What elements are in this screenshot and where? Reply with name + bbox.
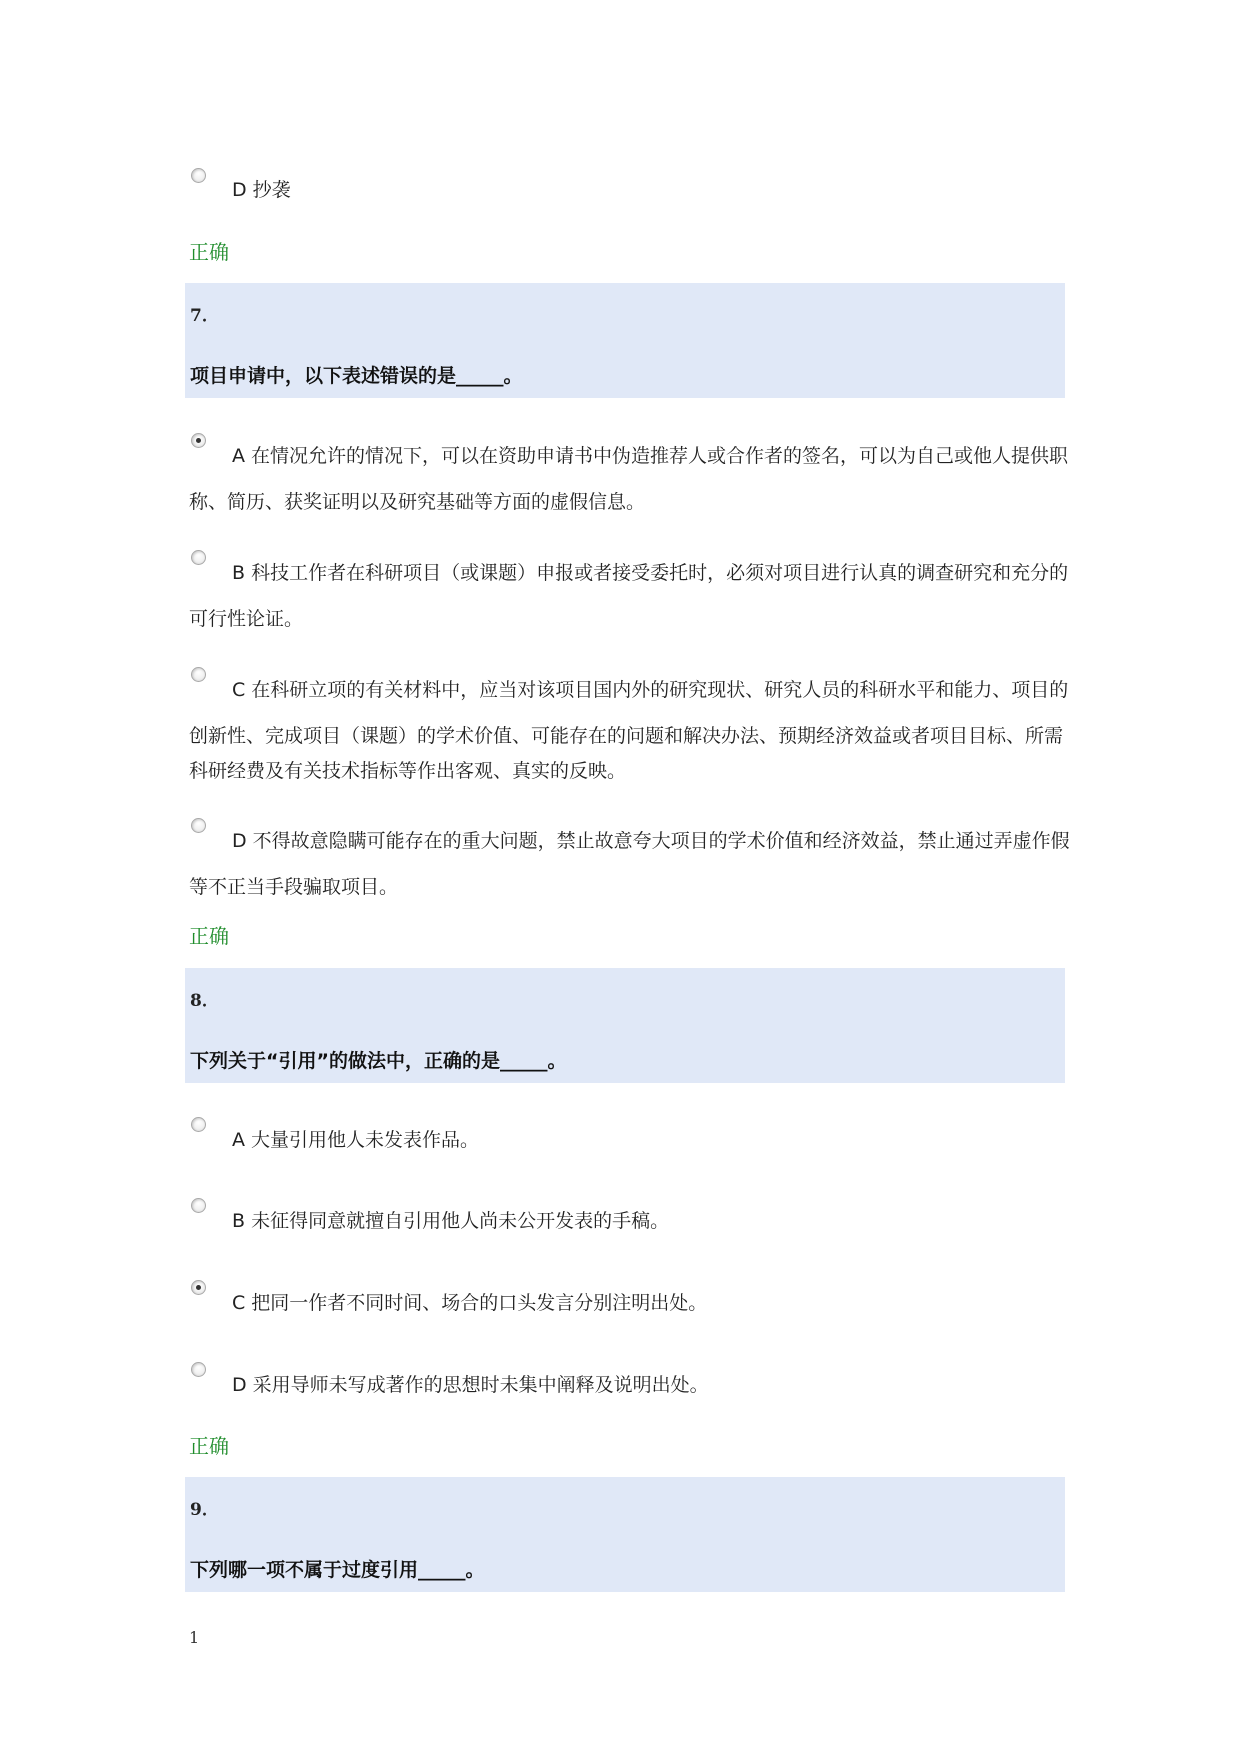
question-8-number: 8． <box>190 991 219 1011</box>
question-9-header <box>185 1477 1065 1592</box>
question-7-text: 项目申请中，以下表述错误的是_____。 <box>190 365 523 387</box>
radio-q7-option-d[interactable] <box>191 818 206 833</box>
q7-option-c-line-2: 创新性、完成项目（课题）的学术价值、可能存在的问题和解决办法、预期经济效益或者项目目标、所需 <box>189 725 1064 747</box>
question-9-number: 9． <box>190 1500 219 1520</box>
page-number: 1 <box>189 1628 200 1647</box>
radio-prev-option-d[interactable] <box>191 168 206 183</box>
question-8-text: 下列关于“引用”的做法中，正确的是_____。 <box>190 1050 567 1072</box>
q7-option-d-line-1: D 不得故意隐瞒可能存在的重大问题，禁止故意夸大项目的学术价值和经济效益，禁止通过弄虚作假 <box>232 830 1070 852</box>
q8-option-b-label: B 未征得同意就擅自引用他人尚未公开发表的手稿。 <box>232 1210 670 1232</box>
q7-option-a-line-1: A 在情况允许的情况下，可以在资助申请书中伪造推荐人或合作者的签名，可以为自己或他人提供职 <box>232 445 1069 467</box>
radio-q8-option-d[interactable] <box>191 1362 206 1377</box>
q7-option-c-line-1: C 在科研立项的有关材料中，应当对该项目国内外的研究现状、研究人员的科研水平和能力、项目的 <box>232 679 1069 701</box>
radio-q7-option-a[interactable] <box>191 433 206 448</box>
prev-option-d-label: D 抄袭 <box>232 179 291 201</box>
radio-q8-option-c[interactable] <box>191 1280 206 1295</box>
q8-option-c-label: C 把同一作者不同时间、场合的口头发言分别注明出处。 <box>232 1292 708 1314</box>
radio-q8-option-a[interactable] <box>191 1117 206 1132</box>
q7-option-c-line-3: 科研经费及有关技术指标等作出客观、真实的反映。 <box>189 760 627 782</box>
radio-q7-option-c[interactable] <box>191 667 206 682</box>
question-9-text: 下列哪一项不属于过度引用_____。 <box>190 1559 485 1581</box>
question-8-result: 正确 <box>189 1434 229 1458</box>
question-8-header <box>185 968 1065 1083</box>
q7-option-a-line-2: 称、简历、获奖证明以及研究基础等方面的虚假信息。 <box>189 491 646 513</box>
question-7-result: 正确 <box>189 924 229 948</box>
question-7-header <box>185 283 1065 398</box>
q7-option-b-line-1: B 科技工作者在科研项目（或课题）申报或者接受委托时，必须对项目进行认真的调查研究和充分的 <box>232 562 1069 584</box>
prev-question-result: 正确 <box>189 240 229 264</box>
radio-q7-option-b[interactable] <box>191 550 206 565</box>
radio-q8-option-b[interactable] <box>191 1198 206 1213</box>
q7-option-b-line-2: 可行性论证。 <box>189 608 304 630</box>
q7-option-d-line-2: 等不正当手段骗取项目。 <box>189 876 399 898</box>
q8-option-d-label: D 采用导师未写成著作的思想时未集中阐释及说明出处。 <box>232 1374 709 1396</box>
q8-option-a-label: A 大量引用他人未发表作品。 <box>232 1129 480 1151</box>
question-7-number: 7． <box>190 306 219 326</box>
